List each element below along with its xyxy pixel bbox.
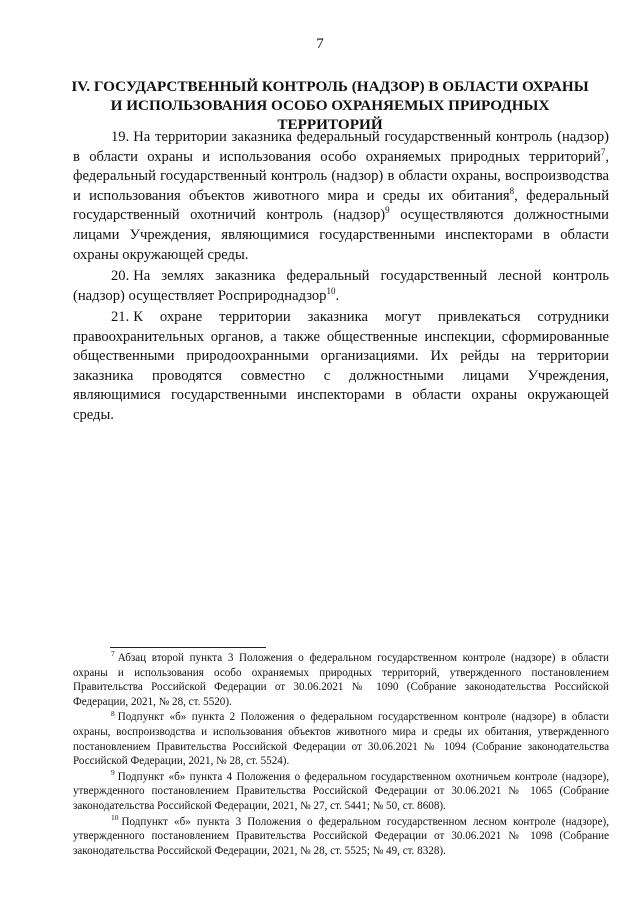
paragraph-number: 19. xyxy=(111,129,130,145)
footnote-10 xyxy=(73,812,609,859)
footnote-7 xyxy=(73,651,609,709)
paragraph-number: 20. xyxy=(111,267,130,284)
footnote-reference: 10 xyxy=(326,285,336,296)
paragraph-text: . xyxy=(335,287,340,304)
paragraph-21 xyxy=(73,308,609,426)
footnote-text: Абзац второй пункта 3 Положения о федеральном государственном контроле (надзоре) в области охраны и использования особо охраняемых природных территорий, утвержденного постановлением Правительства Российской Федерации от 30.06.2021 № 1090 (Собрание законодательства Российской Федерации, 2021, № 28, ст. 5520). xyxy=(73,652,609,708)
paragraph-text: На территории заказника федеральный государственный контроль (надзор) в области охраны и использования особо охраняемых природных территорий xyxy=(73,129,609,165)
section-title xyxy=(60,77,600,134)
paragraph-text: осуществляются должностными лицами Учреждения, являющимися государственными инспекторами в области охраны окружающей среды. xyxy=(73,207,609,263)
footnote-text: Подпункт «б» пункта 4 Положения о федеральном государственном охотничьем контроле (надзоре), утвержденного постановлением Правительства Российской Федерации от 30.06.2021 № 1065 (Собрание законодательства Российской Федерации, 2021, № 27, ст. 5441; № 50, ст. 8608). xyxy=(73,770,609,812)
footnote-mark: 10 xyxy=(111,812,119,822)
footnote-mark: 7 xyxy=(111,649,115,659)
section-title-line-1: IV. ГОСУДАРСТВЕННЫЙ КОНТРОЛЬ (НАДЗОР) В ОБЛАСТИ ОХРАНЫ xyxy=(71,78,589,95)
section-title-line-2: И ИСПОЛЬЗОВАНИЯ ОСОБО ОХРАНЯЕМЫХ ПРИРОДНЫХ ТЕРРИТОРИЙ xyxy=(110,97,550,133)
footnote-mark: 8 xyxy=(111,708,115,718)
paragraph-text: , федеральный государственный контроль (надзор) в области охраны, воспроизводства и использования объектов животного мира и среды их обитания xyxy=(73,148,609,204)
footnotes xyxy=(73,651,609,859)
footnote-text: Подпункт «б» пункта 2 Положения о федеральном государственном контроле (надзоре) в области охраны, воспроизводства и использования объектов животного мира и среды их обитания, утвержденного постановлением Правительства Российской Федерации от 30.06.2021 № 1094 (Собрание законодательства Российской Федерации, 2021, № 28, ст. 5524). xyxy=(73,711,609,768)
paragraph-number: 21. xyxy=(111,308,130,325)
paragraph-text: К охране территории заказника могут привлекаться сотрудники правоохранительных органов, а также общественные инспекции, сформированные общественными природоохранными организациями. Их рейды на территории заказника проводятся совместно с должностными лицами Учреждения, являющимися государственными инспекторами в области охраны окружающей среды. xyxy=(73,308,609,423)
page-number: 7 xyxy=(316,36,324,52)
footnote-mark: 9 xyxy=(111,768,115,778)
paragraph-20 xyxy=(73,267,609,306)
footnote-reference: 8 xyxy=(509,185,515,196)
paragraph-text: , федеральный государственный охотничий контроль (надзор) xyxy=(73,187,610,224)
body-text xyxy=(73,128,609,427)
footnote-reference: 9 xyxy=(385,205,390,216)
paragraph-text: На землях заказника федеральный государственный лесной контроль (надзор) осуществляет Росприроднадзор xyxy=(73,267,609,304)
footnote-reference: 7 xyxy=(600,146,606,157)
footnote-separator xyxy=(110,647,266,648)
footnote-9 xyxy=(73,770,609,814)
footnote-8 xyxy=(73,710,609,768)
paragraph-19 xyxy=(73,128,609,265)
footnote-text: Подпункт «б» пункта 3 Положения о федеральном государственном лесном контроле (надзоре), утвержденного постановлением Правительства Российской Федерации от 30.06.2021 № 1098 (Собрание законодательства Российской Федерации, 2021, № 28, ст. 5525; № 49, ст. 8328). xyxy=(73,815,609,857)
